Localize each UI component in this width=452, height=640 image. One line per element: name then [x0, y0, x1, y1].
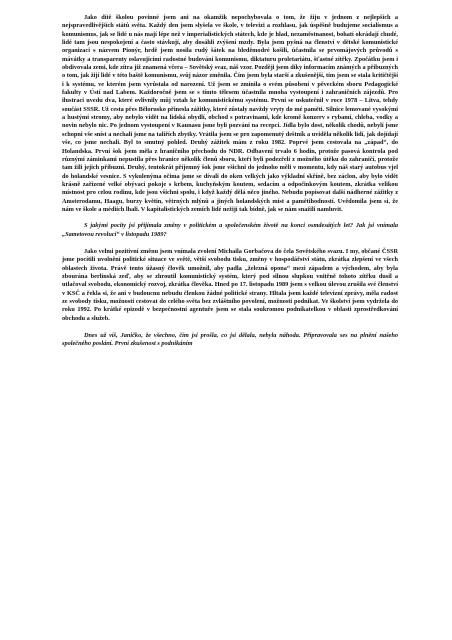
paragraph-childhood: Jako dítě školou povinné jsem ani na okamžik nepochybovala o tom, že žiju v jednom z nejlepších a nejspravedlivějších států světa. Každý den jsem slyšela ve škole, v televizi a rozhlasu, jak úspěšně budujeme socialismus a komunismus, jak se lidé u nás mají lépe než v imperialistických státech, kde je hlad, nezaměstnanost, bohatí okrádají chudé, lidé tam jsou nespokojení a často stávkují, aby dosáhli zvýšení mzdy. Byla jsem pyšná na členství v dětské komunistické organizaci s názvem Pionýr, hrdě jsem nosila rudý šátek na bleděmodré košili, účastnila se prvomájových průvodů s mávátky a transparenty oslavujícími radostné budování komunismu, diktaturu proletariátu, šťastné zítřky. Zpočátku jsem i obdivovala zemi, kde zítra již znamená včera – Sovětský svaz, náš vzor. Později jsem díky informacím známých a příbuzných o tom, jak žijí lidé v této baště komunismu, svůj názor změnila. Čím jsem byla starší a zkušenější, tím jsem se stala kritičtější i k systému, ve kterém jsem vyrůstala od narození. Už jsem se zmínila o svém působení v pěveckém sboru Pedagogické fakulty v Ústí nad Labem. Každoročně jsem se s tímto tělesem účastnila mnoha vystoupení i zahraničních zájezdů. Pro ilustraci uvedu dva, které ovlivnily můj vztah ke komunistickému systému. První se uskutečnil v roce 1978 – Litva, tehdy součást SSSR. Už cesta přes Bělorusko přinesla zážitky, které zůstaly navždy vryty do mé paměti. Silnice lemované vysokými a hustými stromy, aby nebylo vidět na lidská obydlí, obchod s potravinami, kde kromě konzerv s rybami, chleba, vodky a novin nebylo nic. Po jednom vystoupení v Kaunasu jsme byli pozváni na recepci. Jídla bylo dost, několik chodů, nebylí jsme schopni vše sníst a nechali jsme na talířích zbytky. Vrátila jsem se pro zapomenutý deštník a uviděla několik lidí, jak dojídají vše, co jsme nechali. Byl to smutný pohled. Druhý zážitek mám z roku 1982. Poprvé jsem cestovala na „západ“, do Holandska. První šok jsem měla z hraničního přechodu do NDR. Odbavení trvalo 6 hodin, protože pasová kontrola pod různými záminkami nepustila přes hranice několik členů sboru, kteří byli podezřelí z možného útěku do zahraničí, protože tam žili jejich příbuzní. Druhý, tentokrát příjemný šok jsme všichni do jednoho měli v momentu, kdy náš starý autobus vjel do holandské vesnice. S vykulenýma očima jsme se dívali do oken velkých jako výkladní skříně, bez záclon, aby bylo vidět krásně zařízené velké obývací pokoje s krbem, kuchyňským koutem, sedacím a odpočinkovým koutem, zkrátka velikou místnost pro celou rodinu, kde jsou všichni spolu, i když každý dělá něco jiného. Nebudu popisovat další nádherné zážitky z Amsterodamu, Haagu, burzy květin, větrných mlýnů a jiných holandských míst a pamětihodností. Uvědomila jsem si, že nám ve škole a médiích lhali. V kapitalistických zemích lidé nežijí tak bídně, jak se nám snažili namluvit.	[62, 14, 398, 213]
paragraph-revolution: Jako velmi pozitivní změnu jsem vnímala zvolení Michaila Gorbačova do čela Sovětského svazu. I my, občané ČSSR jsme pocítili uvolnění politické situace ve světě, větší svobodu tisku, změny v hospodářství státu, zkrátka zlepšení ve všech oblastech života. Právě tento úžasný člověk umožnil, aby padla „železná opona“ mezi západem a východem, aby byla zbourána berlínská zeď, aby se zhroutil komunistický systém, který pod silnou slupkou vnitřně tohoto zítřku dusil a utlačoval svobodu, ekonomický rozvoj, zkrátka člověka. Hned po 17. listopadu 1989 jsem s velkou úlevou zrušila své členství v KSČ a řekla si, že ani v budoucnu nebudu členkou žádné politické strany. Hltala jsem každé televizní zprávy, měla radost ze svobody tisku, možnosti cestovat do celého světa bez zvláštního povolení, možnosti podnikat. Ve školství jsem vydržela do roku 1992. Po krátké epizodě v bezpečnostní agentuře jsem se stala soukromou podnikatelkou v oblasti zprostředkování obchodu a služeb.	[62, 247, 398, 322]
interview-question-2: Dnes už víš, Janičko, že všechno, čím jsi prošla, co jsi dělala, nebyla náhoda. Připravovala ses na plnění našeho společného poslání. První zkušenost s podnikáním	[62, 332, 398, 348]
interview-question-1: S jakými pocity jsi přijímala změny v politickém a společenském životě na konci osmdesátých let? Jak jsi vnímala „Sametovou revoluci“ v listopadu 1989?	[62, 222, 398, 238]
document-body	[62, 14, 398, 349]
